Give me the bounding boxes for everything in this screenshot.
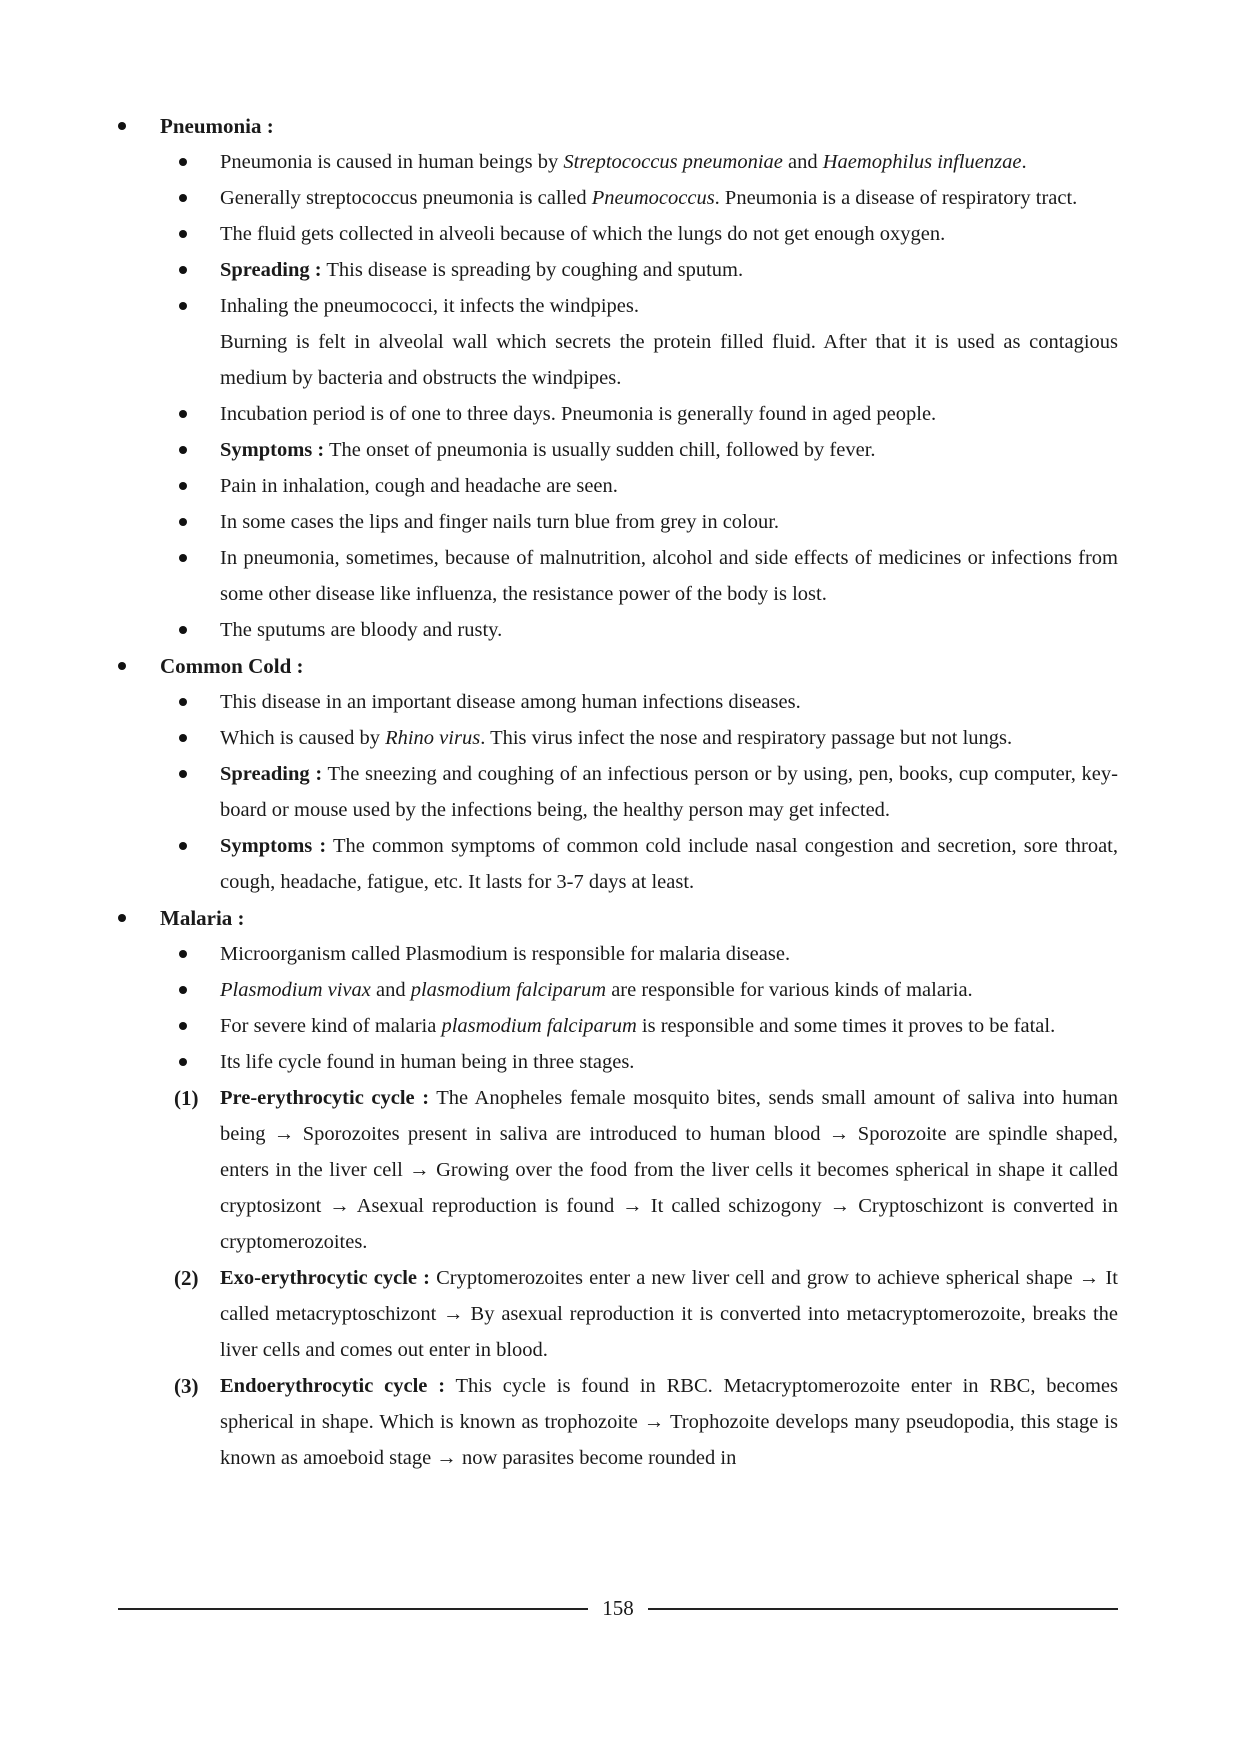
bullet-icon [179, 734, 187, 742]
bullet-icon [179, 842, 187, 850]
bullet-icon [179, 230, 187, 238]
numbered-item-2 [118, 1260, 1118, 1368]
page-number: 158 [602, 1596, 634, 1620]
item-number: (3) [174, 1374, 199, 1398]
text: In pneumonia, sometimes, because of malnutrition, alcohol and side effects of medicines or infections from some other disease like influenza, the resistance power of the body is lost. [220, 547, 1118, 605]
section-malaria [118, 900, 1118, 1476]
species-name: Haemophilus influenzae [822, 151, 1022, 173]
bullet-icon [179, 158, 187, 166]
bullet-icon [179, 626, 187, 634]
item-label: Pre-erythrocytic cycle : [220, 1087, 430, 1109]
list-item [118, 756, 1118, 828]
text: The common symptoms of common cold include nasal congestion and secretion, sore throat, cough, headache, fatigue, etc. It lasts for 3-7 days at least. [220, 835, 1118, 893]
bullet-icon [179, 950, 187, 958]
list-item [118, 720, 1118, 756]
species-name: Streptococcus pneumoniae [563, 151, 783, 173]
list-item [118, 1044, 1118, 1080]
text: The onset of pneumonia is usually sudden chill, followed by fever. [324, 439, 876, 461]
heading-text: Malaria : [160, 906, 245, 930]
continuation-text: Burning is felt in alveolal wall which secrets the protein filled fluid. After that it is used as contagious medium by bacteria and obstructs the windpipes. [220, 331, 1118, 389]
section-heading [118, 648, 1118, 684]
heading-text: Pneumonia : [160, 114, 274, 138]
text: is responsible and some times it proves to be fatal. [636, 1015, 1056, 1037]
list-item [118, 504, 1118, 540]
item-number: (2) [174, 1266, 199, 1290]
species-name: plasmodium falciparum [441, 1015, 637, 1037]
text: Which is caused by [220, 727, 386, 749]
section-common-cold [118, 648, 1118, 900]
item-label: Symptoms : [220, 439, 325, 461]
species-name: Rhino virus [385, 727, 481, 749]
text: Generally streptococcus pneumonia is called [220, 187, 592, 209]
text: In some cases the lips and finger nails turn blue from grey in colour. [220, 511, 780, 533]
bullet-icon [118, 914, 126, 922]
item-label: Exo-erythrocytic cycle : [220, 1267, 430, 1289]
bullet-icon [118, 662, 126, 670]
section-pneumonia [118, 108, 1118, 648]
list-item [118, 468, 1118, 504]
bullet-icon [179, 770, 187, 778]
text: The sputums are bloody and rusty. [220, 619, 503, 641]
item-label: Spreading : [220, 259, 322, 281]
list-item [118, 432, 1118, 468]
text: This cycle is found in RBC. Metacryptomerozoite enter in RBC, becomes spherical in shape. Which is known as trophozoite → Trophozoite develops many pseudopodia, this stage is known as amoeboid stage → now parasites become rounded in [220, 1375, 1119, 1469]
text: For severe kind of malaria [220, 1015, 442, 1037]
text: Microorganism called Plasmodium is responsible for malaria disease. [220, 943, 791, 965]
species-name: Pneumococcus [591, 187, 715, 209]
text: The sneezing and coughing of an infectious person or by using, pen, books, cup computer, key-board or mouse used by the infections being, the healthy person may get infected. [220, 763, 1118, 821]
text: Pneumonia is caused in human beings by [220, 151, 564, 173]
item-label: Endoerythrocytic cycle : [220, 1375, 446, 1397]
list-item [118, 288, 1118, 396]
section-heading [118, 108, 1118, 144]
bullet-icon [179, 446, 187, 454]
bullet-icon [179, 698, 187, 706]
section-heading [118, 900, 1118, 936]
text: Cryptomerozoites enter a new liver cell and grow to achieve spherical shape → It called metacryptoschizont → By asexual reproduction it is converted into metacryptomerozoite, breaks the liver cells and comes out enter in blood. [220, 1267, 1118, 1361]
text: and [370, 979, 411, 1001]
numbered-item-1 [118, 1080, 1118, 1260]
bullet-list [118, 936, 1118, 1476]
text: Pain in inhalation, cough and headache are seen. [220, 475, 618, 497]
numbered-item-3 [118, 1368, 1118, 1476]
species-name: plasmodium falciparum [410, 979, 607, 1001]
species-name: Plasmodium vivax [220, 979, 371, 1001]
footer-rule-left [118, 1608, 588, 1610]
text: . This virus infect the nose and respiratory passage but not lungs. [480, 727, 1013, 749]
bullet-icon [179, 986, 187, 994]
list-item [118, 252, 1118, 288]
text: Inhaling the pneumococci, it infects the windpipes. [220, 295, 639, 317]
list-item [118, 936, 1118, 972]
bullet-icon [179, 1022, 187, 1030]
list-item [118, 180, 1118, 216]
text: are responsible for various kinds of malaria. [606, 979, 973, 1001]
footer-rule-right [648, 1608, 1118, 1610]
text: Incubation period is of one to three days. Pneumonia is generally found in aged people. [220, 403, 937, 425]
list-item [118, 216, 1118, 252]
list-item [118, 540, 1118, 612]
bullet-icon [118, 122, 126, 130]
text: This disease is spreading by coughing and sputum. [321, 259, 744, 281]
item-label: Spreading : [220, 763, 323, 785]
text: and [782, 151, 823, 173]
list-item [118, 396, 1118, 432]
text: Its life cycle found in human being in three stages. [220, 1051, 635, 1073]
list-item [118, 828, 1118, 900]
page-footer [118, 1592, 1118, 1622]
bullet-list [118, 684, 1118, 900]
text: The Anopheles female mosquito bites, sends small amount of saliva into human being → Sporozoites present in saliva are introduced to human blood → Sporozoite are spindle shaped, enters in the liver cell → Growing over the food from the liver cells it becomes spherical in shape it called cryptosizont → Asexual reproduction is found → It called schizogony → Cryptoschizont is converted in cryptomerozoites. [220, 1087, 1118, 1253]
text: This disease in an important disease among human infections diseases. [220, 691, 801, 713]
list-item [118, 684, 1118, 720]
bullet-icon [179, 518, 187, 526]
list-item [118, 612, 1118, 648]
heading-text: Common Cold : [160, 654, 304, 678]
list-item [118, 1008, 1118, 1044]
page-content [118, 108, 1118, 1476]
bullet-icon [179, 554, 187, 562]
item-number: (1) [174, 1086, 199, 1110]
item-label: Symptoms : [220, 835, 327, 857]
list-item [118, 972, 1118, 1008]
bullet-icon [179, 266, 187, 274]
bullet-icon [179, 410, 187, 418]
bullet-icon [179, 302, 187, 310]
text: . Pneumonia is a disease of respiratory tract. [714, 187, 1078, 209]
bullet-icon [179, 194, 187, 202]
text: . [1021, 151, 1027, 173]
text: The fluid gets collected in alveoli because of which the lungs do not get enough oxygen. [220, 223, 946, 245]
bullet-icon [179, 1058, 187, 1066]
list-item [118, 144, 1118, 180]
bullet-icon [179, 482, 187, 490]
bullet-list [118, 144, 1118, 648]
